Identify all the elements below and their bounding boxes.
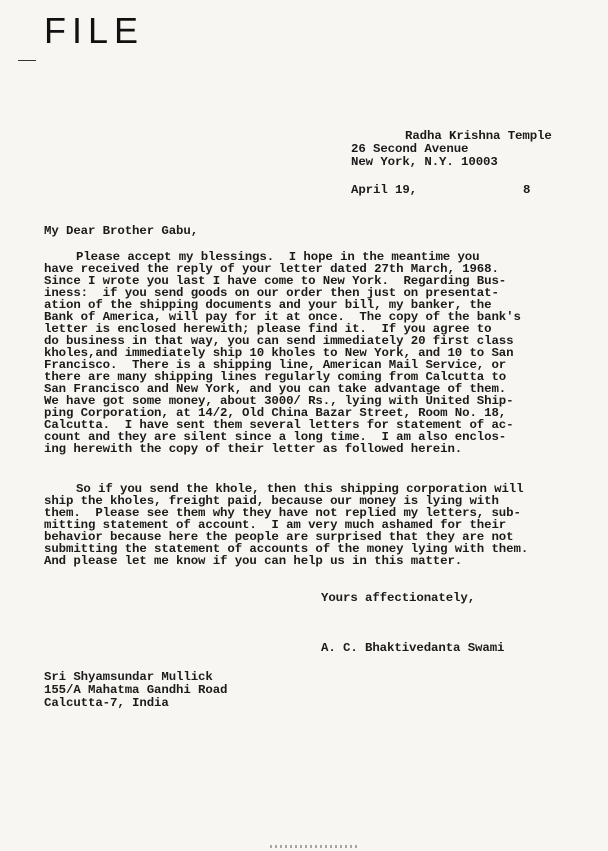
paragraph-line: have received the reply of your letter dated 27th March, 1968.: [44, 262, 499, 276]
paragraph-line: We have got some money, about 3000/ Rs., lying with United Ship-: [44, 394, 514, 408]
recipient-line-1: Sri Shyamsundar Mullick: [44, 670, 213, 684]
paragraph-line: ship the kholes, freight paid, because our money is lying with: [44, 494, 499, 508]
paragraph-line: ing herewith the copy of their letter as followed herein.: [44, 442, 463, 456]
sender-line-1: Radha Krishna Temple: [405, 129, 552, 143]
paragraph-line: And please let me know if you can help us in this matter.: [44, 554, 463, 568]
paragraph-line: kholes,and immediately ship 10 kholes to New York, and 10 to San: [44, 346, 514, 360]
paragraph-line: So if you send the khole, then this shipping corporation will: [76, 482, 524, 496]
paragraph-line: Calcutta. I have sent them several letters for statement of ac-: [44, 418, 514, 432]
paragraph-line: submitting the statement of accounts of the money lying with them.: [44, 542, 529, 556]
paragraph-line: mitting statement of account. I am very much ashamed for their: [44, 518, 507, 532]
paragraph-line: do business in that way, you can send immediately 20 first class: [44, 334, 514, 348]
paragraph-line: ation of the shipping documents and your bill, my banker, the: [44, 298, 492, 312]
closing: Yours affectionately,: [321, 591, 476, 605]
paragraph-line: San Francisco and New York, and you can take advantage of them.: [44, 382, 507, 396]
paragraph-line: Please accept my blessings. I hope in the meantime you: [76, 250, 480, 264]
scan-artifact: [270, 845, 360, 848]
salutation: My Dear Brother Gabu,: [44, 224, 199, 238]
paragraph-line: letter is enclosed herewith; please find it. If you agree to: [44, 322, 492, 336]
recipient-line-3: Calcutta-7, India: [44, 696, 169, 710]
sender-line-3: New York, N.Y. 10003: [351, 155, 498, 169]
paragraph-line: them. Please see them why they have not replied my letters, sub-: [44, 506, 521, 520]
paragraph-line: there are many shipping lines regularly coming from Calcutta to: [44, 370, 507, 384]
paragraph-line: count and they are silent since a long time. I am also enclos-: [44, 430, 507, 444]
paragraph-line: Bank of America, will pay for it at once. The copy of the bank's: [44, 310, 521, 324]
date-year-digit: 8: [523, 183, 531, 197]
margin-mark: [18, 60, 36, 61]
file-stamp: FILE: [44, 10, 145, 51]
sender-line-2: 26 Second Avenue: [351, 142, 469, 156]
paragraph-line: iness: if you send goods on our order then just on presentat-: [44, 286, 499, 300]
paragraph-line: ping Corporation, at 14/2, Old China Bazar Street, Room No. 18,: [44, 406, 507, 420]
date-text: April 19,: [351, 183, 418, 197]
paragraph-line: Francisco. There is a shipping line, American Mail Service, or: [44, 358, 507, 372]
recipient-line-2: 155/A Mahatma Gandhi Road: [44, 683, 228, 697]
paragraph-line: Since I wrote you last I have come to New York. Regarding Bus-: [44, 274, 507, 288]
signature: A. C. Bhaktivedanta Swami: [321, 641, 505, 655]
paragraph-line: behavior because here the people are surprised that they are not: [44, 530, 514, 544]
